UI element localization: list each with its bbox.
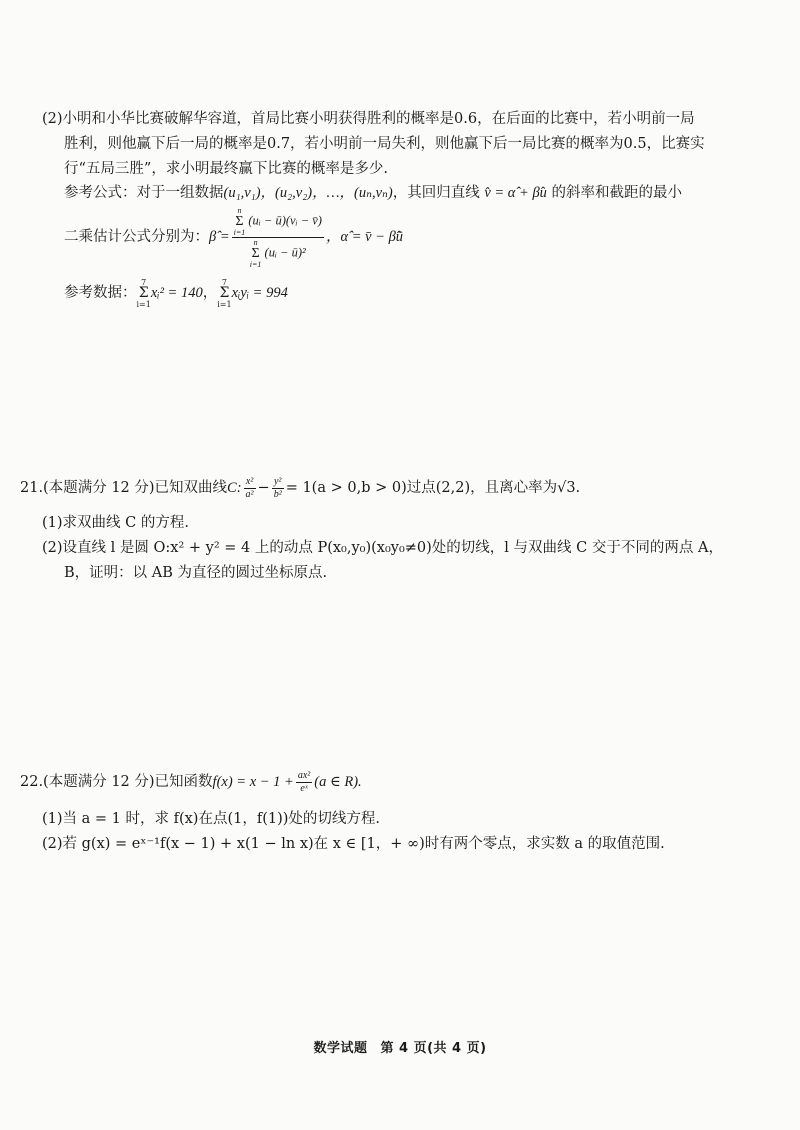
sum-symbol-2: 7 Σ i=1 [217, 277, 232, 309]
q22-frac [296, 770, 312, 795]
q21-head-line [20, 472, 580, 504]
q21-minus: − [257, 479, 270, 496]
q22-fx: f(x) = x − 1 + [212, 773, 294, 790]
part2-line3: 行“五局三胜”，求小明最终赢下比赛的概率是多少. [64, 161, 388, 177]
reference-data-line [64, 278, 288, 308]
sum-symbol-den: n Σ i=1 [249, 237, 262, 269]
q22-domain: (a ∈ R). [314, 773, 362, 790]
reference-data-sep: ， [202, 284, 218, 301]
sum-symbol-1: 7 Σ i=1 [136, 277, 151, 309]
page-footer [0, 1042, 800, 1055]
beta-denominator [248, 238, 308, 269]
q21-sub2a: (2)设直线 l 是圆 O:x² + y² = 4 上的动点 P(x₀,y₀)(x₀y₀≠0)处的切线，l 与双曲线 C 交于不同的两点 A， [42, 540, 723, 556]
beta-hat-label: β̂ = [209, 228, 230, 245]
q21-sub1: (1)求双曲线 C 的方程. [42, 515, 189, 531]
formula-tail: 的斜率和截距的最小 [551, 185, 683, 201]
q21-curve: C: [227, 479, 242, 496]
q21-frac-x: $\frac{\text{x²}}{\text{a²}}$ [245, 475, 254, 500]
q22-sub1: (1)当 a = 1 时，求 f(x)在点(1，f(1))处的切线方程. [42, 811, 381, 827]
formula-reference-line [64, 186, 682, 201]
q22-head-line [20, 766, 362, 798]
q22-head: 22.(本题满分 12 分)已知函数 [20, 773, 213, 790]
q21-head: 21.(本题满分 12 分)已知双曲线 [20, 479, 228, 496]
q21-eq-tail: = 1(a > 0,b > 0)过点(2,2)，且离心率为√3. [285, 479, 581, 496]
footer-subject: 数学试题 [313, 1041, 368, 1056]
part2-line2: 胜利，则他赢下后一局的概率是0.7，若小明前一局失利，则他赢下后一局比赛的概率为0.5，比赛实 [64, 136, 705, 152]
least-squares-line [64, 205, 404, 269]
alpha-equation: ，α̂ = v̄ − β̂ū [325, 228, 404, 245]
beta-numerator [232, 206, 324, 237]
formula-intro: 参考公式：对于一组数据 [64, 185, 224, 201]
q22-frac-den: eˣ [300, 782, 308, 794]
beta-numerator-text: (uᵢ − ū)(vᵢ − v̄) [248, 212, 322, 227]
least-squares-label: 二乘估计公式分别为： [64, 228, 209, 245]
sum-symbol-num: n Σ i=1 [233, 205, 246, 237]
reference-data-label: 参考数据： [64, 284, 137, 301]
q21-frac-y: $\frac{\text{y²}}{\text{b²}}$ [273, 475, 282, 500]
footer-page: 第 4 页(共 4 页) [380, 1041, 487, 1056]
formula-points: (u₁,v₁)，(u₂,v₂)，…，(uₙ,vₙ) [223, 185, 393, 201]
part2-line1: (2)小明和小华比赛破解华容道，首局比赛小明获得胜利的概率是0.6，在后面的比赛中，若小明前一局 [42, 111, 695, 127]
beta-denominator-text: (uᵢ − ū)² [264, 244, 306, 259]
reference-data-2: xᵢyᵢ = 994 [231, 284, 288, 301]
q21-sub2b: B，证明：以 AB 为直径的圆过坐标原点. [64, 565, 328, 581]
formula-mid: ，其回归直线 [392, 185, 480, 201]
beta-fraction [232, 206, 324, 269]
q22-sub2: (2)若 g(x) = eˣ⁻¹f(x − 1) + x(1 − ln x)在 x ∈ [1，+ ∞)时有两个零点，求实数 a 的取值范围. [42, 836, 665, 852]
q22-frac-num: ax² [297, 769, 311, 781]
regression-line: v̂ = α̂ + β̂u [484, 185, 547, 201]
reference-data-1: xᵢ² = 140 [150, 284, 203, 301]
